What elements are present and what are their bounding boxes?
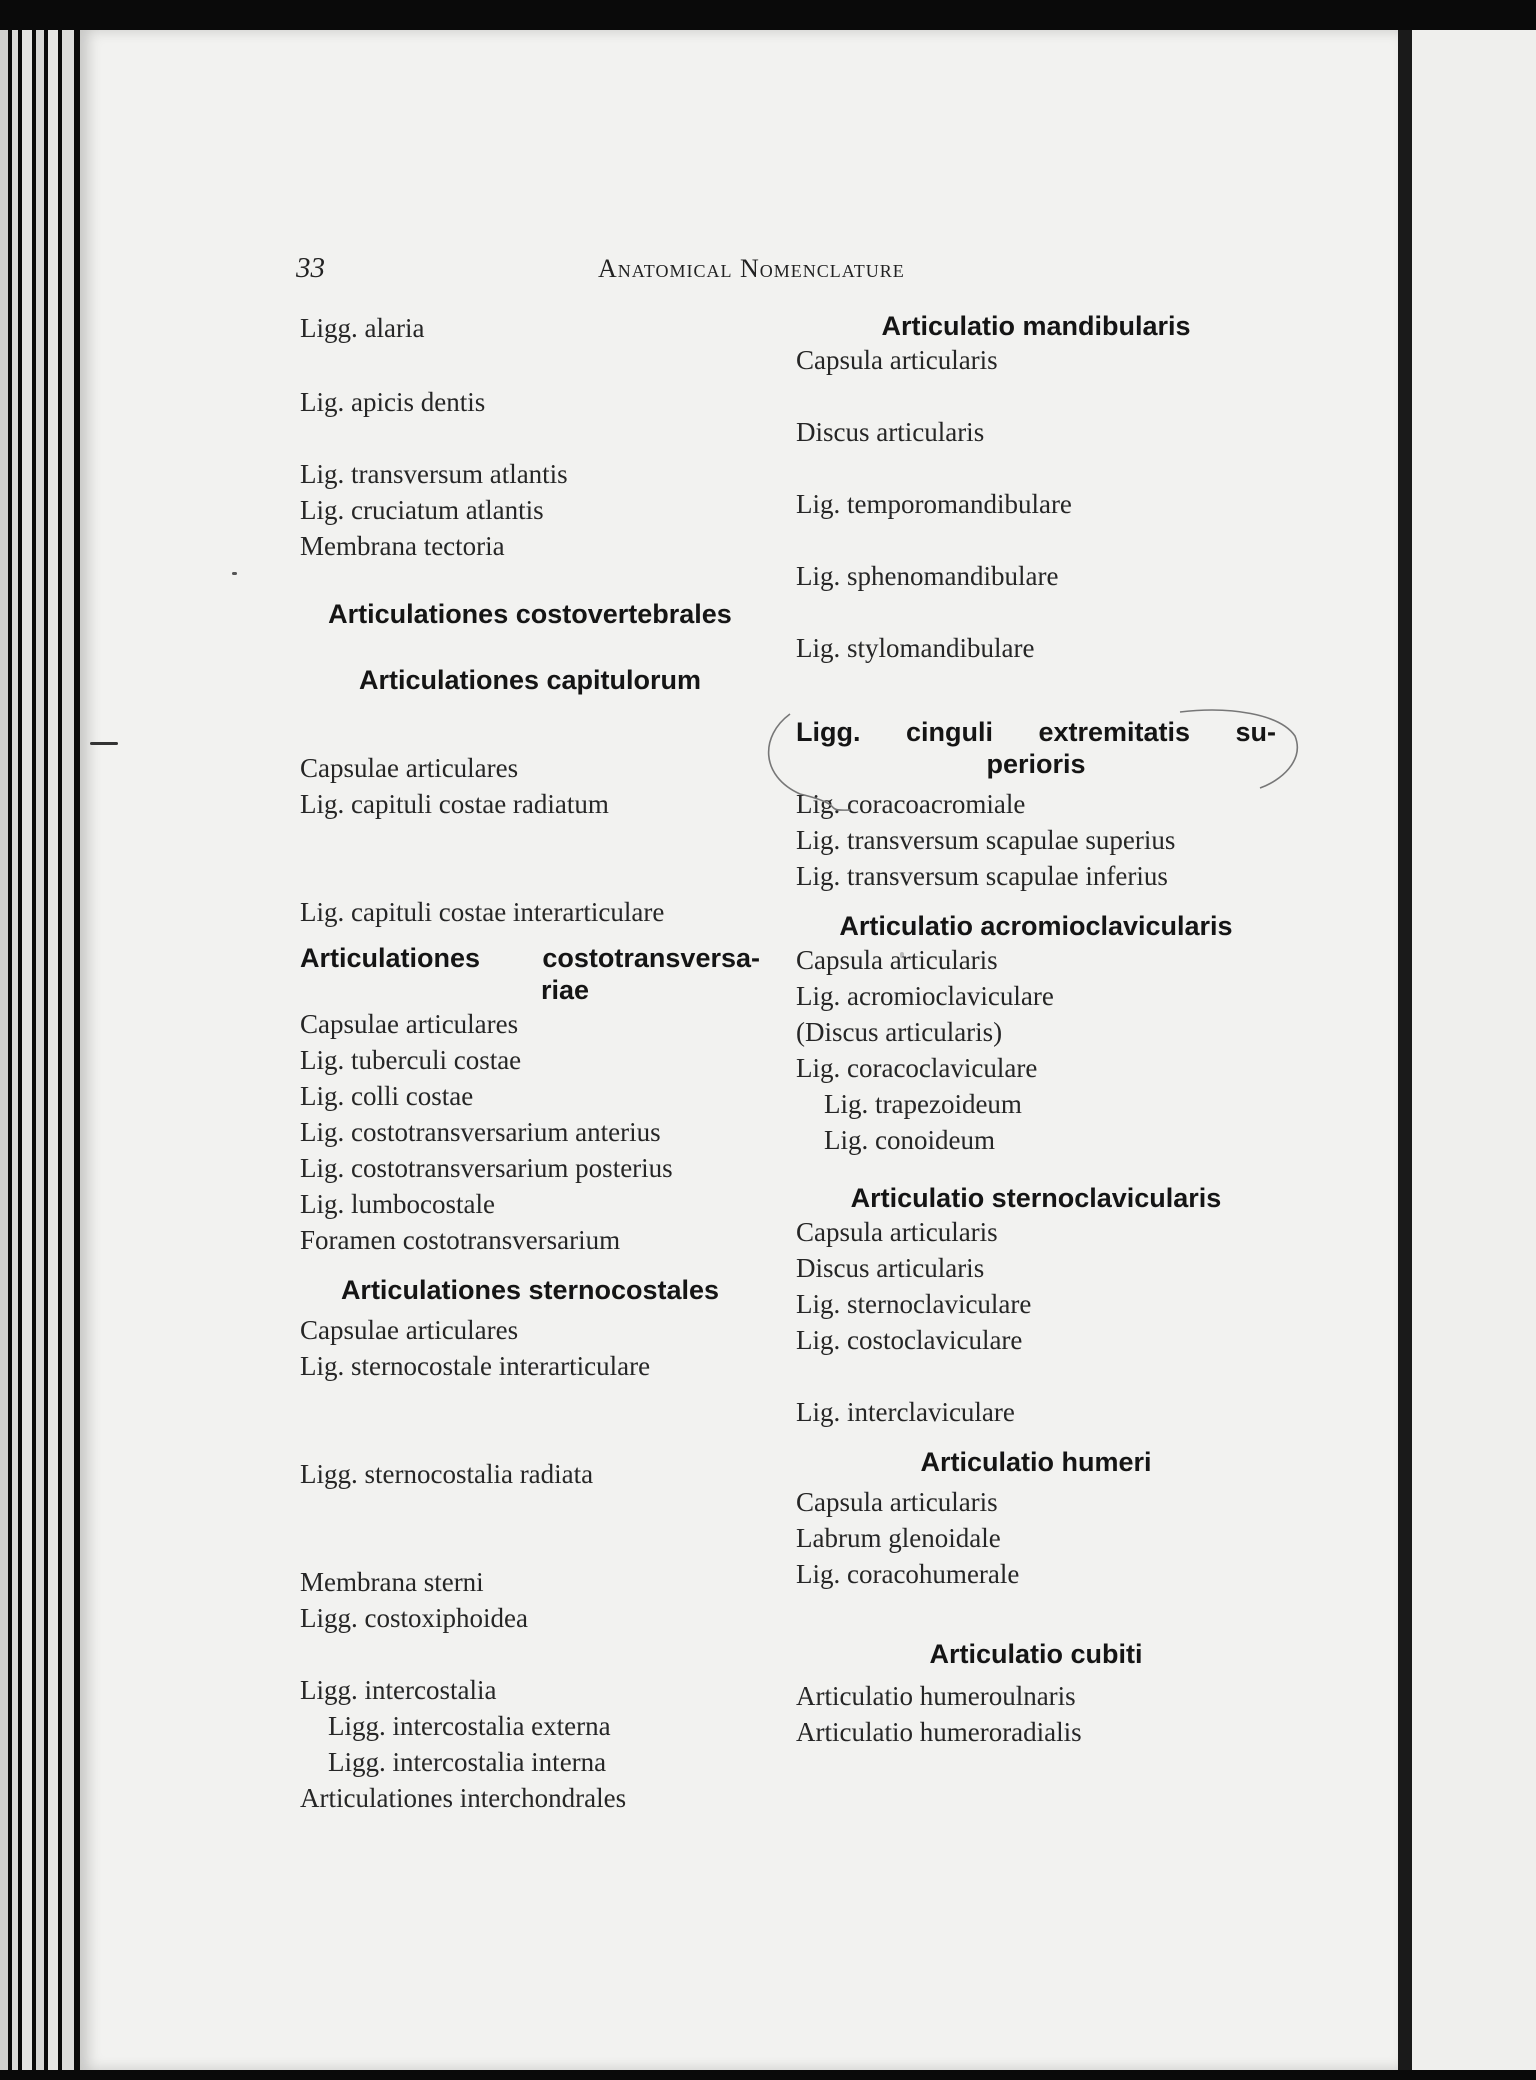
entry: Articulatio humeroradialis (796, 1717, 1082, 1747)
entry: Lig. transversum scapulae superius (796, 825, 1176, 855)
entry: Capsulae articulares (300, 1315, 519, 1345)
entry: Capsulae articulares (300, 753, 519, 783)
entry: Articulatio humeroulnaris (796, 1681, 1076, 1711)
entry: Lig. transversum atlantis (300, 459, 568, 489)
section-heading: Articulatio mandibularis (881, 311, 1191, 341)
entry: Membrana tectoria (300, 531, 505, 561)
section-heading: Articulatio humeri (920, 1447, 1152, 1477)
entry: Lig. trapezoideum (824, 1089, 1022, 1119)
section-heading: Articulationes sternocostales (340, 1275, 720, 1305)
entry: Lig. sternocostale interarticulare (300, 1351, 651, 1381)
entry: Lig. coracoacromiale (796, 789, 1026, 819)
entry: Lig. sternoclaviculare (796, 1289, 1032, 1319)
section-heading: Articulationes costotransversa- (300, 943, 760, 973)
left-column (300, 310, 760, 1816)
entry: Lig. costotransversarium anterius (300, 1117, 661, 1147)
entry: Lig. costoclaviculare (796, 1325, 1023, 1355)
page-header (0, 252, 1536, 292)
entry: Ligg. intercostalia (300, 1675, 497, 1705)
entry: Lig. sphenomandibulare (796, 561, 1059, 591)
entry: Foramen costotransversarium (300, 1225, 621, 1255)
entry: Lig. coracoclaviculare (796, 1053, 1038, 1083)
entry: Discus articularis (796, 1253, 985, 1283)
facing-page-edge (1412, 30, 1536, 2070)
right-column (796, 310, 1276, 1750)
entry: Lig. capituli costae interarticulare (300, 897, 665, 927)
entry: Lig. interclaviculare (796, 1397, 1015, 1427)
entry: Lig. coracohumerale (796, 1559, 1020, 1589)
entry: (Discus articularis) (796, 1017, 1003, 1047)
entry: Capsula articularis (796, 1217, 998, 1247)
section-heading: Articulationes capitulorum (358, 665, 702, 695)
section-heading: Articulationes costovertebrales (328, 599, 732, 629)
entry: Lig. conoideum (824, 1125, 995, 1155)
entry: Capsula articularis (796, 945, 998, 975)
entry: Lig. capituli costae radiatum (300, 789, 609, 819)
entry: Ligg. costoxiphoidea (300, 1603, 528, 1633)
entry: Ligg. intercostalia externa (328, 1711, 611, 1741)
entry: Lig. tuberculi costae (300, 1045, 522, 1075)
section-heading: Articulatio acromioclavicularis (839, 911, 1233, 941)
section-heading: Ligg. cinguli extremitatis su- (796, 717, 1276, 747)
section-heading: Articulatio sternoclavicularis (850, 1183, 1222, 1213)
entry: Discus articularis (796, 417, 985, 447)
entry: Ligg. alaria (300, 313, 425, 343)
entry: Lig. colli costae (300, 1081, 474, 1111)
entry: Articulationes interchondrales (300, 1783, 627, 1813)
section-heading: Articulatio cubiti (929, 1639, 1143, 1669)
entry: Ligg. sternocostalia radiata (300, 1459, 594, 1489)
entry: Labrum glenoidale (796, 1523, 1001, 1553)
entry: Lig. cruciatum atlantis (300, 495, 544, 525)
entry: Membrana sterni (300, 1567, 484, 1597)
section-heading-continuation: riae (540, 975, 590, 1005)
page-number: 33 (296, 252, 325, 284)
entry: Capsula articularis (796, 345, 998, 375)
running-title: Anatomical Nomenclature (598, 254, 905, 283)
entry: Lig. transversum scapulae inferius (796, 861, 1168, 891)
entry: Lig. stylomandibulare (796, 633, 1035, 663)
entry: Lig. lumbocostale (300, 1189, 495, 1219)
entry: Ligg. intercostalia interna (328, 1747, 607, 1777)
entry: Lig. acromioclaviculare (796, 981, 1054, 1011)
entry: Lig. costotransversarium posterius (300, 1153, 673, 1183)
entry: Capsula articularis (796, 1487, 998, 1517)
section-heading-continuation: perioris (986, 749, 1086, 779)
entry: Lig. temporomandibulare (796, 489, 1072, 519)
entry: Capsulae articulares (300, 1009, 519, 1039)
page-gutter (1398, 30, 1412, 2070)
entry: Lig. apicis dentis (300, 387, 486, 417)
